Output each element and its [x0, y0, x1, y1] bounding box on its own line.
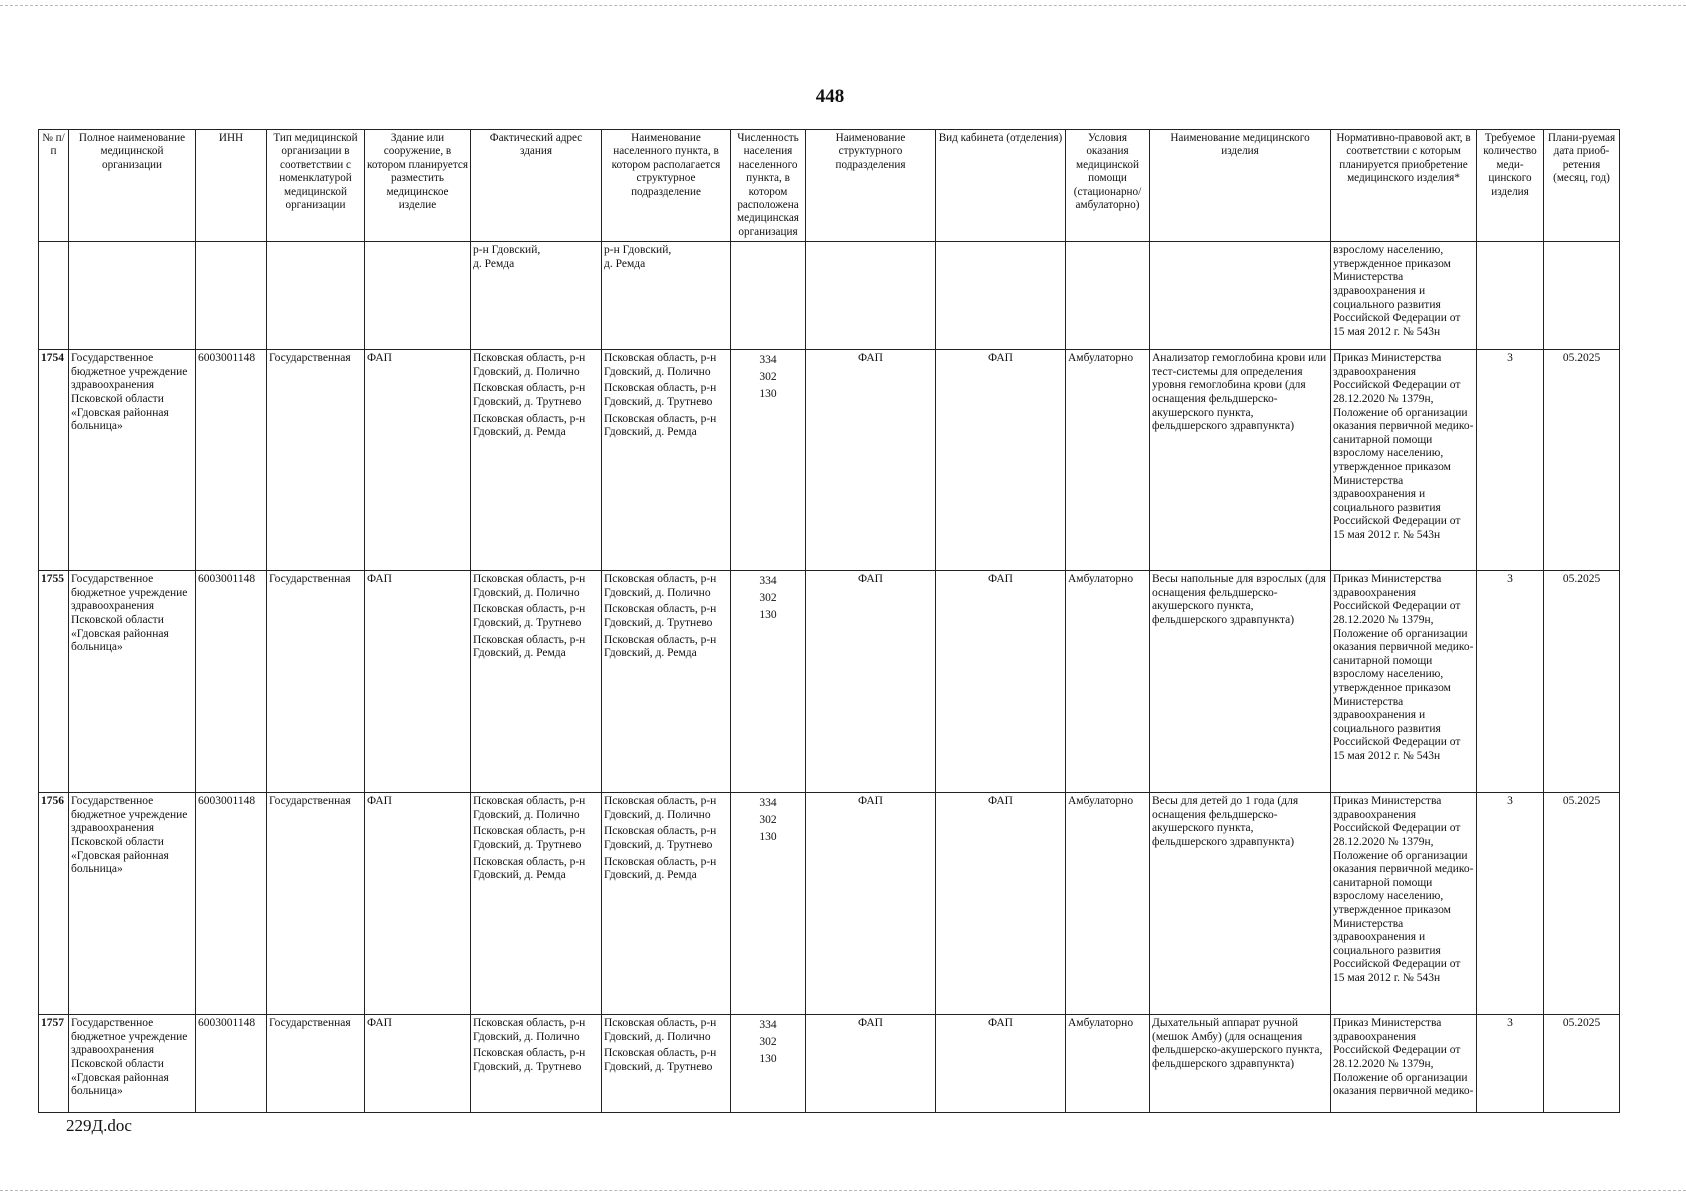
address-line: Псковская область, р-н Гдовский, д. Трутнево: [473, 382, 586, 409]
population: [731, 350, 806, 571]
org-name: Государственное бюджетное учреждение здравоохранения Псковской области «Гдовская районная больница»: [69, 793, 196, 1015]
population-value: 334: [759, 354, 777, 367]
page-number: 448: [815, 86, 845, 107]
header-cabinet: Вид кабинета (отделения): [936, 130, 1066, 242]
header-org-type: Тип медицинской организации в соответствии с номенклатурой медицинской организации: [267, 130, 365, 242]
header-subdivision: Наименование структурного подразделения: [806, 130, 936, 242]
device-name: Дыхательный аппарат ручной (мешок Амбу) (для оснащения фельдшерско-акушерского пункта, фельдшерского здравпункта): [1150, 1015, 1331, 1113]
purchase-date: 05.2025: [1544, 1015, 1620, 1113]
building: ФАП: [365, 1015, 471, 1113]
org-type: Государственная: [267, 1015, 365, 1113]
header-building: Здание или сооружение, в котором планируется разместить медицинское изделие: [365, 130, 471, 242]
cell-empty: [731, 242, 806, 350]
settlement-line: Псковская область, р-н Гдовский, д. Трутнево: [604, 1047, 717, 1074]
header-population: Численность населения населенного пункта, в котором расположена медицинская организация: [731, 130, 806, 242]
population-value: 302: [759, 814, 777, 827]
population-value: 334: [759, 797, 777, 810]
settlement-line: Псковская область, р-н Гдовский, д. Ремда: [604, 855, 717, 882]
table-row: [39, 1015, 1620, 1113]
header-device: Наименование медицинского изделия: [1150, 130, 1331, 242]
settlement-line: Псковская область, р-н Гдовский, д. Полично: [604, 795, 717, 821]
inn: 6003001148: [196, 1015, 267, 1113]
footer-filename: 229Д.doc: [66, 1116, 132, 1135]
population: [731, 793, 806, 1015]
header-number: № п/п: [39, 130, 69, 242]
population-value: 302: [759, 371, 777, 384]
medical-equipment-table: [38, 129, 1620, 1113]
address-line: Псковская область, р-н Гдовский, д. Трутнево: [473, 1047, 586, 1074]
addresses: [471, 793, 602, 1015]
addresses: [471, 350, 602, 571]
org-type: Государственная: [267, 571, 365, 793]
row-number: 1755: [39, 571, 69, 793]
subdivision: ФАП: [806, 350, 936, 571]
population-value: 302: [759, 1036, 777, 1049]
cell-empty: [69, 242, 196, 350]
address-line: Псковская область, р-н Гдовский, д. Трутнево: [473, 603, 586, 630]
address-line: Псковская область, р-н Гдовский, д. Трутнево: [473, 825, 586, 852]
settlements: [602, 350, 731, 571]
address-line: Псковская область, р-н Гдовский, д. Полично: [473, 795, 586, 821]
cabinet: ФАП: [936, 793, 1066, 1015]
table-row: [39, 571, 1620, 793]
row-number: 1757: [39, 1015, 69, 1113]
header-date: Плани-руемая дата приоб-ретения (месяц, год): [1544, 130, 1620, 242]
conditions: Амбулаторно: [1066, 793, 1150, 1015]
row-number: 1756: [39, 793, 69, 1015]
cell-empty: [1066, 242, 1150, 350]
cell-empty: [806, 242, 936, 350]
conditions: Амбулаторно: [1066, 350, 1150, 571]
inn: 6003001148: [196, 350, 267, 571]
device-name: Анализатор гемоглобина крови или тест-системы для определения уровня гемоглобина крови (для оснащения фельдшерско-акушерского пункта, фельдшерского здравпункта): [1150, 350, 1331, 571]
address-line: Псковская область, р-н Гдовский, д. Полично: [473, 1017, 586, 1043]
quantity: 3: [1477, 350, 1544, 571]
settlement-line: Псковская область, р-н Гдовский, д. Трутнево: [604, 825, 717, 852]
legal-act: Приказ Министерства здравоохранения Российской Федерации от 28.12.2020 № 1379н, Положение об организации оказания первичной медико-санитарной помощи взрослому населению, утвержденное приказом Министерства здравоохранения и социального развития Российской Федерации от 15 мая 2012 г. № 543н: [1331, 350, 1477, 571]
address-line: Псковская область, р-н Гдовский, д. Полично: [473, 352, 586, 378]
device-name: Весы для детей до 1 года (для оснащения фельдшерско-акушерского пункта, фельдшерского здравпункта): [1150, 793, 1331, 1015]
conditions: Амбулаторно: [1066, 1015, 1150, 1113]
building: ФАП: [365, 571, 471, 793]
cell-empty: [936, 242, 1066, 350]
header-inn: ИНН: [196, 130, 267, 242]
header-legal-act: Нормативно-правовой акт, в соответствии с которым планируется приобретение медицинского изделия*: [1331, 130, 1477, 242]
legal-act: Приказ Министерства здравоохранения Российской Федерации от 28.12.2020 № 1379н, Положение об организации оказания первичной медико-: [1331, 1015, 1477, 1113]
cabinet: ФАП: [936, 350, 1066, 571]
settlements: [602, 793, 731, 1015]
cabinet: ФАП: [936, 1015, 1066, 1113]
continuation-settlement: [602, 242, 731, 350]
settlement-line: р-н Гдовский,: [604, 244, 672, 257]
settlement-line: Псковская область, р-н Гдовский, д. Ремда: [604, 633, 717, 660]
addresses: [471, 1015, 602, 1113]
legal-act: Приказ Министерства здравоохранения Российской Федерации от 28.12.2020 № 1379н, Положение об организации оказания первичной медико-санитарной помощи взрослому населению, утвержденное приказом Министерства здравоохранения и социального развития Российской Федерации от 15 мая 2012 г. № 543н: [1331, 793, 1477, 1015]
cell-empty: [365, 242, 471, 350]
inn: 6003001148: [196, 571, 267, 793]
cell-empty: [267, 242, 365, 350]
continuation-address: [471, 242, 602, 350]
settlement-line: Псковская область, р-н Гдовский, д. Полично: [604, 352, 717, 378]
settlement-line: д. Ремда: [604, 257, 646, 270]
subdivision: ФАП: [806, 793, 936, 1015]
header-conditions: Условия оказания медицинской помощи (стационарно/ амбулаторно): [1066, 130, 1150, 242]
building: ФАП: [365, 793, 471, 1015]
cell-empty: [1150, 242, 1331, 350]
cell-empty: [39, 242, 69, 350]
header-org-name: Полное наименование медицинской организации: [69, 130, 196, 242]
population-value: 130: [759, 831, 777, 844]
population-value: 130: [759, 609, 777, 622]
population-value: 130: [759, 388, 777, 401]
settlement-line: Псковская область, р-н Гдовский, д. Полично: [604, 1017, 717, 1043]
cell-empty: [1477, 242, 1544, 350]
quantity: 3: [1477, 1015, 1544, 1113]
address-line: Псковская область, р-н Гдовский, д. Ремда: [473, 855, 586, 882]
purchase-date: 05.2025: [1544, 793, 1620, 1015]
cabinet: ФАП: [936, 571, 1066, 793]
population-value: 334: [759, 575, 777, 588]
org-name: Государственное бюджетное учреждение здравоохранения Псковской области «Гдовская районная больница»: [69, 1015, 196, 1113]
settlement-line: Псковская область, р-н Гдовский, д. Трутнево: [604, 382, 717, 409]
legal-act: Приказ Министерства здравоохранения Российской Федерации от 28.12.2020 № 1379н, Положение об организации оказания первичной медико-санитарной помощи взрослому населению, утвержденное приказом Министерства здравоохранения и социального развития Российской Федерации от 15 мая 2012 г. № 543н: [1331, 571, 1477, 793]
settlements: [602, 1015, 731, 1113]
quantity: 3: [1477, 793, 1544, 1015]
building: ФАП: [365, 350, 471, 571]
population-value: 130: [759, 1053, 777, 1066]
population: [731, 1015, 806, 1113]
continuation-legal-act: взрослому населению, утвержденное приказом Министерства здравоохранения и социального развития Российской Федерации от 15 мая 2012 г. № 543н: [1331, 242, 1477, 350]
inn: 6003001148: [196, 793, 267, 1015]
table-row: [39, 350, 1620, 571]
purchase-date: 05.2025: [1544, 350, 1620, 571]
scan-edge-top: [0, 0, 1686, 6]
org-name: Государственное бюджетное учреждение здравоохранения Псковской области «Гдовская районная больница»: [69, 571, 196, 793]
purchase-date: 05.2025: [1544, 571, 1620, 793]
conditions: Амбулаторно: [1066, 571, 1150, 793]
settlement-line: Псковская область, р-н Гдовский, д. Ремда: [604, 412, 717, 439]
device-name: Весы напольные для взрослых (для оснащения фельдшерско-акушерского пункта, фельдшерского здравпункта): [1150, 571, 1331, 793]
addresses: [471, 571, 602, 793]
address-line: д. Ремда: [473, 257, 515, 270]
quantity: 3: [1477, 571, 1544, 793]
row-number: 1754: [39, 350, 69, 571]
subdivision: ФАП: [806, 571, 936, 793]
org-name: Государственное бюджетное учреждение здравоохранения Псковской области «Гдовская районная больница»: [69, 350, 196, 571]
cell-empty: [196, 242, 267, 350]
header-quantity: Требуемое количество меди-цинского изделия: [1477, 130, 1544, 242]
address-line: Псковская область, р-н Гдовский, д. Ремда: [473, 633, 586, 660]
org-type: Государственная: [267, 793, 365, 1015]
header-row: [39, 130, 1620, 242]
continuation-row: [39, 242, 1620, 350]
address-line: Псковская область, р-н Гдовский, д. Ремда: [473, 412, 586, 439]
cell-empty: [1544, 242, 1620, 350]
population: [731, 571, 806, 793]
address-line: р-н Гдовский,: [473, 244, 541, 257]
subdivision: ФАП: [806, 1015, 936, 1113]
population-value: 302: [759, 592, 777, 605]
org-type: Государственная: [267, 350, 365, 571]
settlements: [602, 571, 731, 793]
table-row: [39, 793, 1620, 1015]
scan-edge-bottom: [0, 1190, 1686, 1194]
settlement-line: Псковская область, р-н Гдовский, д. Трутнево: [604, 603, 717, 630]
address-line: Псковская область, р-н Гдовский, д. Полично: [473, 573, 586, 599]
header-settlement: Наименование населенного пункта, в котором располагается структурное подразделение: [602, 130, 731, 242]
population-value: 334: [759, 1019, 777, 1032]
header-address: Фактический адрес здания: [471, 130, 602, 242]
settlement-line: Псковская область, р-н Гдовский, д. Полично: [604, 573, 717, 599]
